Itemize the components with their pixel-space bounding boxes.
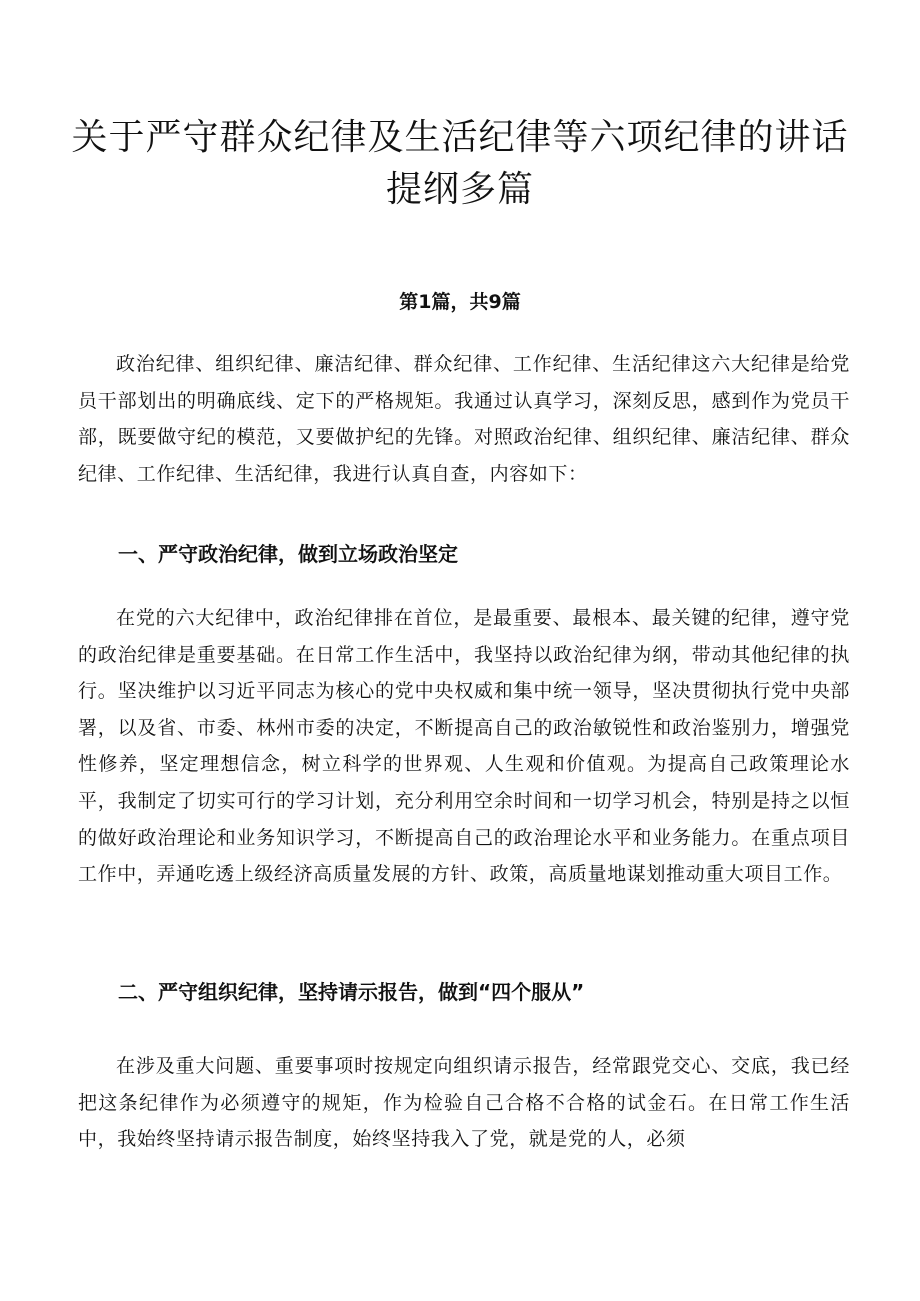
paragraph-intro: 政治纪律、组织纪律、廉洁纪律、群众纪律、工作纪律、生活纪律这六大纪律是给党员干部划出的明确底线、定下的严格规矩。我通过认真学习，深刻反思，感到作为党员干部，既要做守纪的模范，又要做护纪的先锋。对照政治纪律、组织纪律、廉洁纪律、群众纪律、工作纪律、生活纪律，我进行认真自查，内容如下： (78, 353, 850, 485)
chapter-label: 第1篇，共9篇 (399, 291, 521, 313)
paragraph-organizational-discipline: 在涉及重大问题、重要事项时按规定向组织请示报告，经常跟党交心、交底，我已经把这条纪律作为必须遵守的规矩，作为检验自己合格不合格的试金石。在日常工作生活中，我始终坚持请示报告制度，始终坚持我入了党，就是党的人，必须 (78, 1055, 850, 1151)
section-heading-political-discipline: 一、严守政治纪律，做到立场政治坚定 (118, 542, 458, 566)
section-heading-organizational-discipline: 二、严守组织纪律，坚持请示报告，做到“四个服从” (118, 980, 585, 1004)
paragraph-political-discipline: 在党的六大纪律中，政治纪律排在首位，是最重要、最根本、最关键的纪律，遵守党的政治纪律是重要基础。在日常工作生活中，我坚持以政治纪律为纲，带动其他纪律的执行。坚决维护以习近平同志为核心的党中央权威和集中统一领导，坚决贯彻执行党中央部署，以及省、市委、林州市委的决定，不断提高自己的政治敏锐性和政治鉴别力，增强党性修养，坚定理想信念，树立科学的世界观、人生观和价值观。为提高自己政策理论水平，我制定了切实可行的学习计划，充分利用空余时间和一切学习机会，特别是持之以恒的做好政治理论和业务知识学习，不断提高自己的政治理论水平和业务能力。在重点项目工作中，弄通吃透上级经济高质量发展的方针、政策，高质量地谋划推动重大项目工作。 (78, 607, 850, 886)
document-title: 关于严守群众纪律及生活纪律等六项纪律的讲话提纲多篇 (71, 117, 849, 210)
